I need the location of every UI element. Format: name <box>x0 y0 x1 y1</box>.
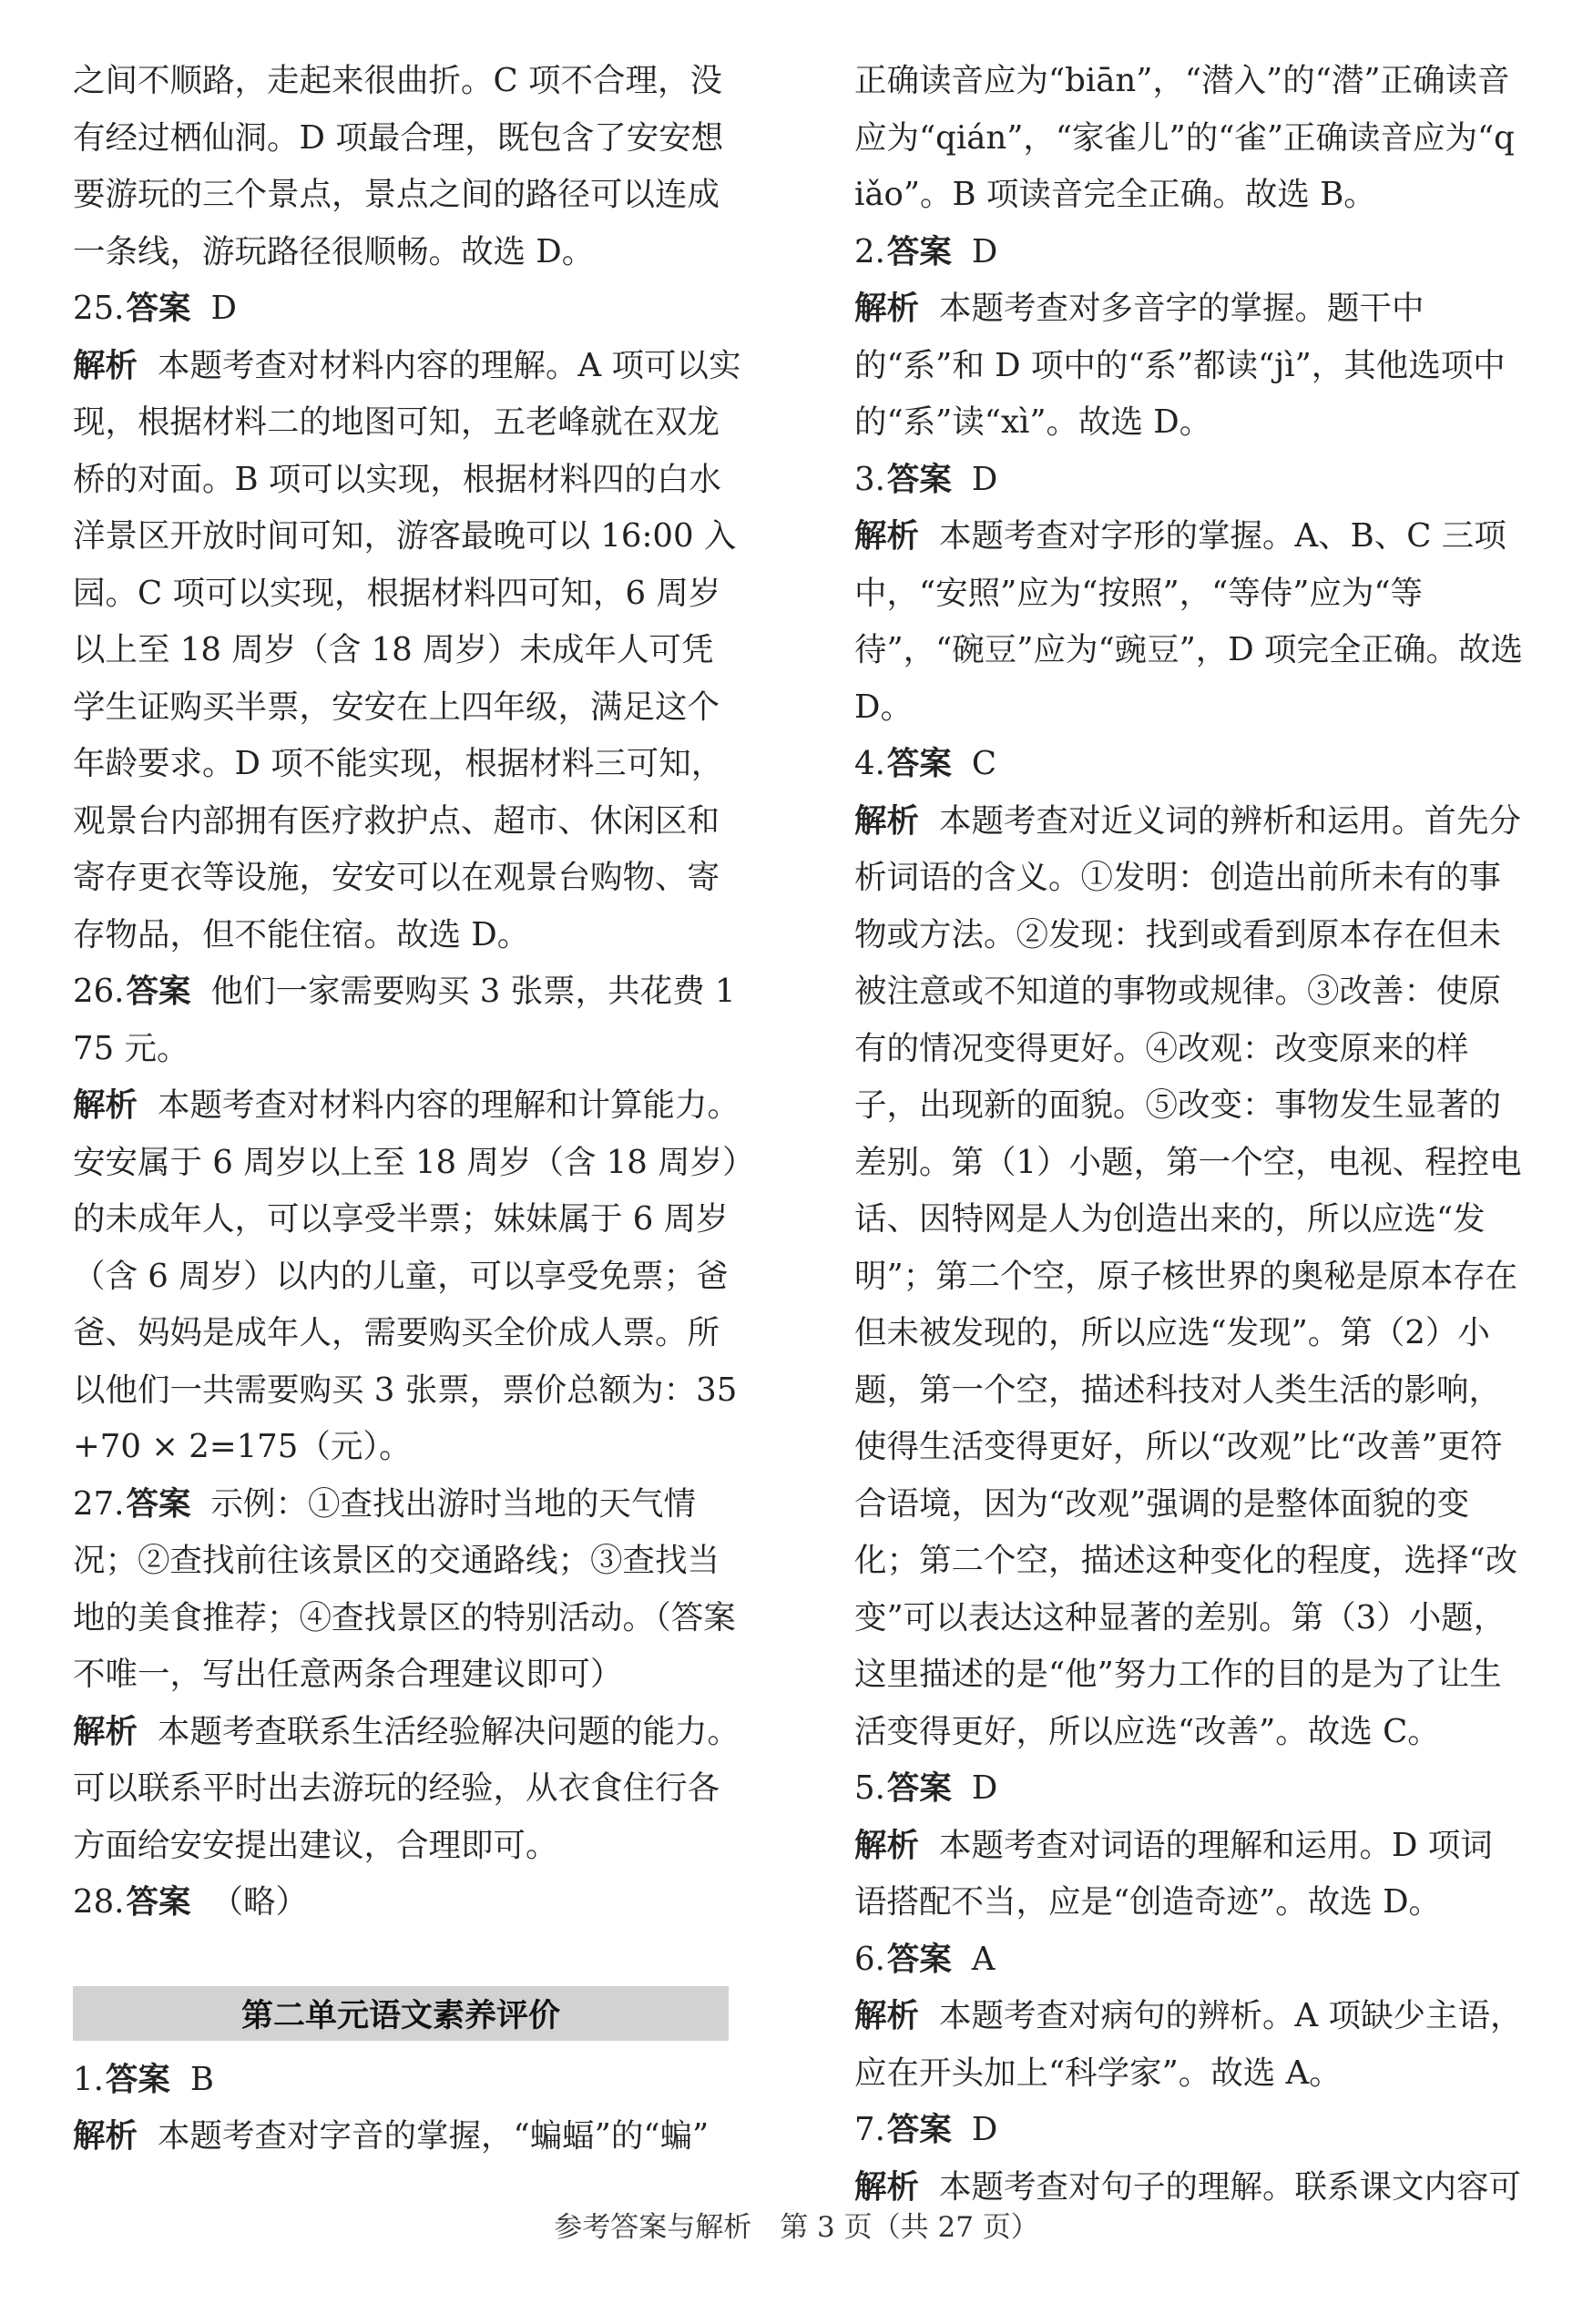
explanation-label: 解析 <box>854 801 920 840</box>
explanation-label: 解析 <box>73 1712 138 1750</box>
answer-line <box>854 736 1524 793</box>
question-number: 3. <box>854 460 885 498</box>
answer-text: 他们一家需要购买 3 张票，共花费 175 元。 <box>73 973 736 1067</box>
explanation-paragraph <box>854 1988 1524 2102</box>
explanation-paragraph <box>854 793 1524 1761</box>
answer-line <box>854 224 1524 281</box>
explanation-paragraph <box>854 508 1524 736</box>
answer-text: D <box>971 1769 998 1807</box>
section-title: 第二单元语文素养评价 <box>240 1997 560 2034</box>
right-answer-list <box>854 53 1524 2216</box>
question-number: 1. <box>73 2060 104 2098</box>
body-text: 之间不顺路，走起来很曲折。C 项不合理，没有经过栖仙洞。D 项最合理，既包含了安安想要游玩的三个景点，景点之间的路径可以连成一条线，游玩路径很顺畅。故选 D。 <box>73 62 724 270</box>
question-number: 28. <box>73 1883 125 1921</box>
answer-line <box>73 1476 742 1704</box>
body-text: 本题考查对材料内容的理解和计算能力。安安属于 6 周岁以上至 18 周岁（含 18 周岁）的未成年人，可以享受半票；妹妹属于 6 周岁（含 6 周岁）以内的儿童，可以享受免票；爸爸、妈妈是成年人，需要购买全价成人票。所以他们一共需要购买 3 张票，票价总额为：35+70 × 2=175（元）。 <box>73 1086 740 1465</box>
question-number: 7. <box>854 2111 885 2148</box>
body-text: 本题考查对词语的理解和运用。D 项词语搭配不当，应是“创造奇迹”。故选 D。 <box>854 1826 1493 1921</box>
answer-text: D <box>971 2111 998 2148</box>
explanation-paragraph <box>73 1704 742 1875</box>
continued-text <box>854 53 1524 224</box>
body-text: 本题考查对多音字的掌握。题干中的“系”和 D 项中的“系”都读“jì”，其他选项中的“系”读“xì”。故选 D。 <box>854 290 1506 441</box>
left-column <box>73 53 742 2166</box>
answer-label: 答案 <box>886 2111 952 2148</box>
answer-text: D <box>210 290 237 327</box>
body-text: 本题考查联系生活经验解决问题的能力。可以联系平时出去游玩的经验，从衣食住行各方面给安安提出建议，合理即可。 <box>73 1712 740 1864</box>
answer-line <box>73 963 742 1077</box>
answer-text: 示例：①查找出游时当地的天气情况；②查找前往该景区的交通路线；③查找当地的美食推荐；④查找景区的特别活动。（答案不唯一，写出任意两条合理建议即可） <box>73 1484 736 1693</box>
explanation-label: 解析 <box>854 1997 920 2034</box>
body-text: 本题考查对句子的理解。联系课文内容可 <box>939 2167 1522 2206</box>
explanation-label: 解析 <box>854 290 920 327</box>
body-text: 本题考查对病句的辨析。A 项缺少主语，应在开头加上“科学家”。故选 A。 <box>854 1997 1523 2092</box>
answer-line <box>73 1874 742 1932</box>
section-answer-list <box>73 2052 742 2166</box>
answer-label: 答案 <box>886 745 952 782</box>
body-text: 本题考查对近义词的辨析和运用。首先分析词语的含义。①发明：创造出前所未有的事物或方法。②发现：找到或看到原本存在但未被注意或不知道的事物或规律。③改善：使原有的情况变得更好。④改观：改变原来的样子，出现新的面貌。⑤改变：事物发生显著的差别。第（1）小题，第一个空，电视、程控电话、因特网是人为创造出来的，所以应选“发明”；第二个空，原子核世界的奥秘是原本存在但未被发现的，所以应选“发现”。第（2）小题，第一个空，描述科技对人类生活的影响，使得生活变得更好，所以“改观”比“改善”更符合语境，因为“改观”强调的是整体面貌的变化；第二个空，描述这种变化的程度，选择“改变”可以表达这种显著的差别。第（3）小题，这里描述的是“他”努力工作的目的是为了让生活变得更好，所以应选“改善”。故选 C。 <box>854 801 1522 1750</box>
answer-line <box>73 2052 742 2109</box>
answer-text: D <box>971 232 998 270</box>
answer-line <box>854 2102 1524 2159</box>
answer-line <box>854 452 1524 509</box>
explanation-label: 解析 <box>73 2117 138 2155</box>
answer-label: 答案 <box>886 1769 952 1807</box>
question-number: 26. <box>73 973 125 1010</box>
continued-text <box>73 53 742 280</box>
explanation-paragraph <box>73 338 742 964</box>
answer-text: B <box>189 2060 214 2098</box>
answer-label: 答案 <box>126 973 191 1010</box>
explanation-label: 解析 <box>854 2167 920 2206</box>
question-number: 2. <box>854 232 885 270</box>
answer-line <box>854 1932 1524 1989</box>
question-number: 25. <box>73 290 125 327</box>
answer-label: 答案 <box>126 1883 191 1921</box>
question-number: 27. <box>73 1484 125 1523</box>
question-number: 6. <box>854 1940 885 1978</box>
answer-text: D <box>971 460 998 498</box>
body-text: 正确读音应为“biān”，“潜入”的“潜”正确读音应为“qián”，“家雀儿”的“雀”正确读音应为“qiǎo”。B 项读音完全正确。故选 B。 <box>854 62 1515 213</box>
explanation-paragraph <box>73 1077 742 1476</box>
answer-text: A <box>971 1940 996 1978</box>
body-text: 本题考查对字音的掌握，“蝙蝠”的“蝙” <box>158 2117 710 2155</box>
body-text: 本题考查对字形的掌握。A、B、C 三项中，“安照”应为“按照”，“等侍”应为“等待”，“碗豆”应为“豌豆”，D 项完全正确。故选 D。 <box>854 517 1523 726</box>
answer-line <box>73 280 742 338</box>
answer-label: 答案 <box>105 2060 170 2098</box>
answer-label: 答案 <box>886 460 952 498</box>
answer-text: （略） <box>210 1883 308 1921</box>
right-column <box>854 53 1524 2216</box>
body-text: 本题考查对材料内容的理解。A 项可以实现，根据材料二的地图可知，五老峰就在双龙桥的对面。B 项可以实现，根据材料四的白水洋景区开放时间可知，游客最晚可以 16:00 入园。C 项可以实现，根据材料四可知，6 周岁以上至 18 周岁（含 18 周岁）未成年人可凭学生证购买半票，安安在上四年级，满足这个年龄要求。D 项不能实现，根据材料三可知，观景台内部拥有医疗救护点、超市、休闲区和寄存更衣等设施，安安可以在观景台购物、寄存物品，但不能住宿。故选 D。 <box>73 346 741 953</box>
explanation-label: 解析 <box>854 517 920 555</box>
answer-line <box>854 1760 1524 1818</box>
answer-label: 答案 <box>126 290 191 327</box>
explanation-paragraph <box>73 2108 742 2166</box>
page-footer: 参考答案与解析 第 3 页（共 27 页） <box>554 2211 1039 2244</box>
section-title-banner <box>73 1986 729 2041</box>
explanation-label: 解析 <box>854 1826 920 1864</box>
explanation-paragraph <box>854 280 1524 452</box>
answer-label: 答案 <box>886 232 952 270</box>
explanation-paragraph <box>854 1818 1524 1932</box>
explanation-label: 解析 <box>73 346 138 384</box>
question-number: 4. <box>854 745 885 782</box>
left-answer-list <box>73 53 742 1932</box>
answer-text: C <box>971 745 997 782</box>
question-number: 5. <box>854 1769 885 1807</box>
answer-label: 答案 <box>886 1940 952 1978</box>
answer-label: 答案 <box>126 1484 191 1523</box>
explanation-label: 解析 <box>73 1086 138 1124</box>
